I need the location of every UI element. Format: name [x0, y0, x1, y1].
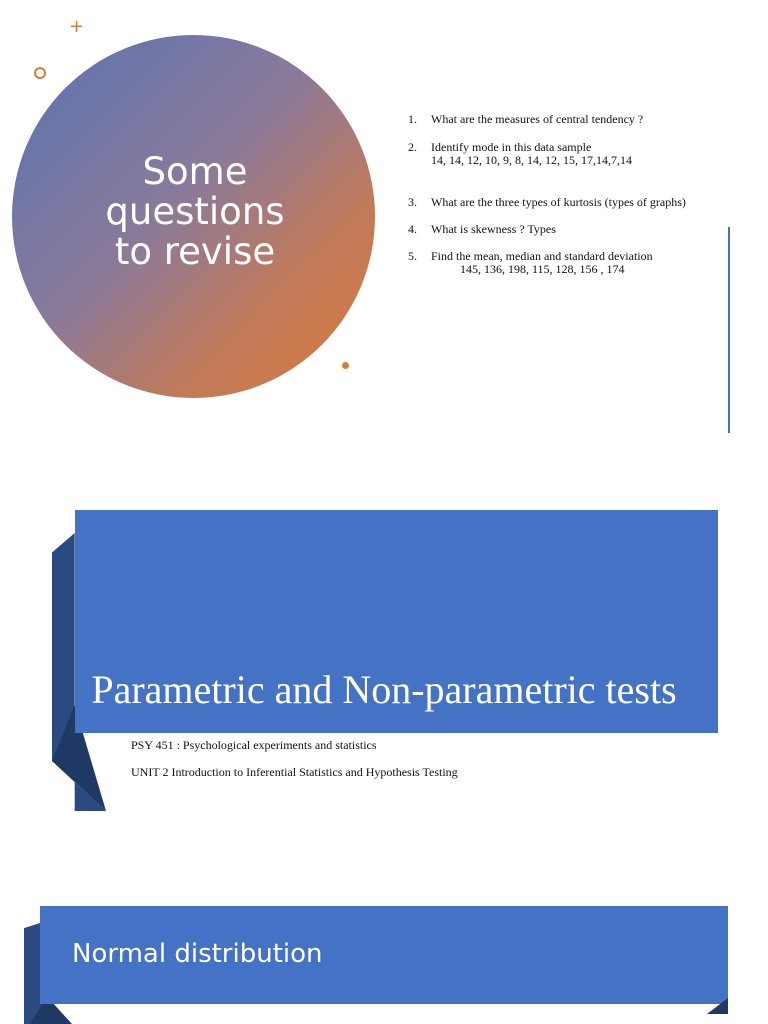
course-subtitle: PSY 451 : Psychological experiments and statistics [131, 738, 377, 752]
question-item [408, 196, 708, 209]
plus-decoration-icon: + [69, 16, 85, 37]
slide-title: Parametric and Non-parametric tests [91, 667, 677, 712]
question-number: 3. [408, 195, 417, 209]
question-text: What is skewness ? Types [431, 222, 556, 236]
question-number: 5. [408, 249, 417, 263]
question-text: What are the measures of central tendency ? [431, 112, 644, 126]
slide-title: Some questions to revise [105, 150, 285, 273]
question-item [408, 250, 708, 276]
question-item [408, 223, 708, 236]
slide-normal-distribution [0, 860, 768, 1024]
question-item [408, 113, 708, 126]
slide-parametric-tests [0, 460, 768, 860]
vertical-divider [728, 227, 730, 433]
question-data: 14, 14, 12, 10, 9, 8, 14, 12, 15, 17,14,7,14 [431, 153, 632, 167]
question-number: 1. [408, 112, 417, 126]
dot-decoration-icon [342, 362, 349, 369]
question-data: 145, 136, 198, 115, 128, 156 , 174 [460, 262, 625, 276]
slide-revision-questions [0, 0, 768, 460]
question-item [408, 141, 708, 167]
question-text: Find the mean, median and standard deviation [431, 249, 653, 263]
question-text: Identify mode in this data sample [431, 140, 592, 154]
question-number: 2. [408, 140, 417, 154]
question-text: What are the three types of kurtosis (types of graphs) [431, 195, 686, 209]
unit-subtitle: UNIT 2 Introduction to Inferential Statistics and Hypothesis Testing [131, 765, 458, 779]
question-number: 4. [408, 222, 417, 236]
ring-decoration-icon [34, 67, 46, 79]
slide-title: Normal distribution [72, 939, 323, 969]
